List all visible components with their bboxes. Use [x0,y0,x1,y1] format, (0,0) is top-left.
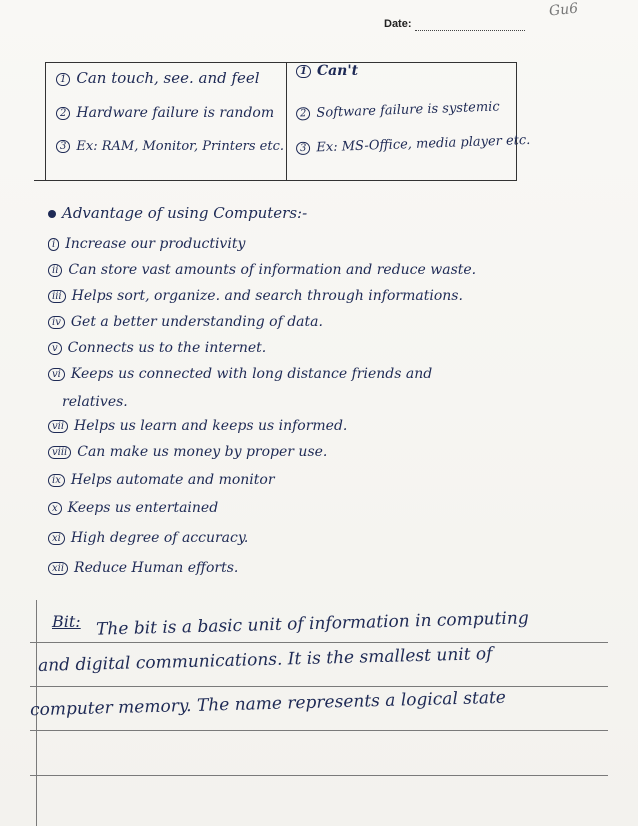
item-text: Get a better understanding of data. [70,314,323,330]
bit-definition-line-3: computer memory. The name represents a logical state [29,687,507,721]
software-point-2 [296,99,500,121]
advantage-item [48,560,238,576]
advantage-item [48,530,248,546]
ruled-line [30,775,608,776]
table-divider [286,63,287,181]
item-number: x [48,502,62,515]
item-number: ii [48,264,62,277]
point-text: Hardware failure is random [76,105,275,121]
software-point-3 [296,133,531,156]
item-text: Helps us learn and keeps us informed. [74,418,348,434]
advantage-item [48,340,266,356]
item-number: xii [48,562,68,575]
software-point-1 [296,63,358,79]
point-number: 2 [296,107,311,120]
item-number: iv [48,316,65,329]
item-number: iii [48,290,66,303]
item-text: High degree of accuracy. [70,530,249,546]
comparison-table [45,62,531,181]
date-label: Date: [384,18,412,30]
bullet-icon [48,210,56,218]
heading-text: Advantage of using Computers:- [62,204,308,222]
advantage-item [48,472,275,488]
item-number: vii [48,420,68,433]
advantage-item [48,418,347,434]
advantage-item [48,444,327,460]
item-number: ix [48,474,65,487]
bit-label: Bit: [52,612,81,631]
item-number: viii [48,446,71,459]
point-number: 2 [56,107,70,120]
advantage-item [48,262,476,278]
corner-note: Gu6 [548,0,579,20]
item-text: relatives. [62,394,128,410]
item-number: v [48,342,62,355]
point-number: 1 [56,73,70,86]
point-text: Can't [316,63,359,79]
bit-definition-line-2: and digital communications. It is the smallest unit of [37,644,493,676]
advantage-item [48,366,432,382]
table-bottom-rule [34,180,516,181]
advantage-item [48,500,218,516]
item-text: Connects us to the internet. [67,340,267,356]
hardware-point-3 [56,139,284,154]
hardware-point-2 [56,105,274,121]
advantage-item [48,288,463,304]
advantage-item [48,236,245,252]
bit-definition-line-1: The bit is a basic unit of information in computing [95,608,529,640]
point-text: Can touch, see. and feel [76,69,260,87]
item-text: Helps sort, organize. and search through informations. [71,288,463,304]
date-line [415,30,525,31]
advantages-heading [48,204,307,222]
item-text: Can store vast amounts of information and reduce waste. [68,262,477,278]
point-number: 1 [296,65,311,78]
ruled-line [30,642,608,643]
point-text: Ex: RAM, Monitor, Printers etc. [76,139,284,154]
item-number: i [48,238,59,251]
item-number: xi [48,532,65,545]
item-text: Can make us money by proper use. [77,444,328,460]
advantage-item-continuation [62,394,128,410]
item-text: Reduce Human efforts. [74,560,239,576]
advantage-item [48,314,323,330]
ruled-line [30,686,608,687]
point-text: Software failure is systemic [316,99,500,121]
item-text: Keeps us connected with long distance friends and [70,366,433,382]
point-number: 3 [56,140,70,153]
item-text: Helps automate and monitor [70,472,275,488]
ruled-line [30,730,608,731]
item-number: vi [48,368,65,381]
item-text: Keeps us entertained [67,500,219,516]
point-text: Ex: MS-Office, media player etc. [316,132,531,156]
item-text: Increase our productivity [65,236,246,252]
hardware-point-1 [56,69,260,87]
point-number: 3 [296,142,311,155]
